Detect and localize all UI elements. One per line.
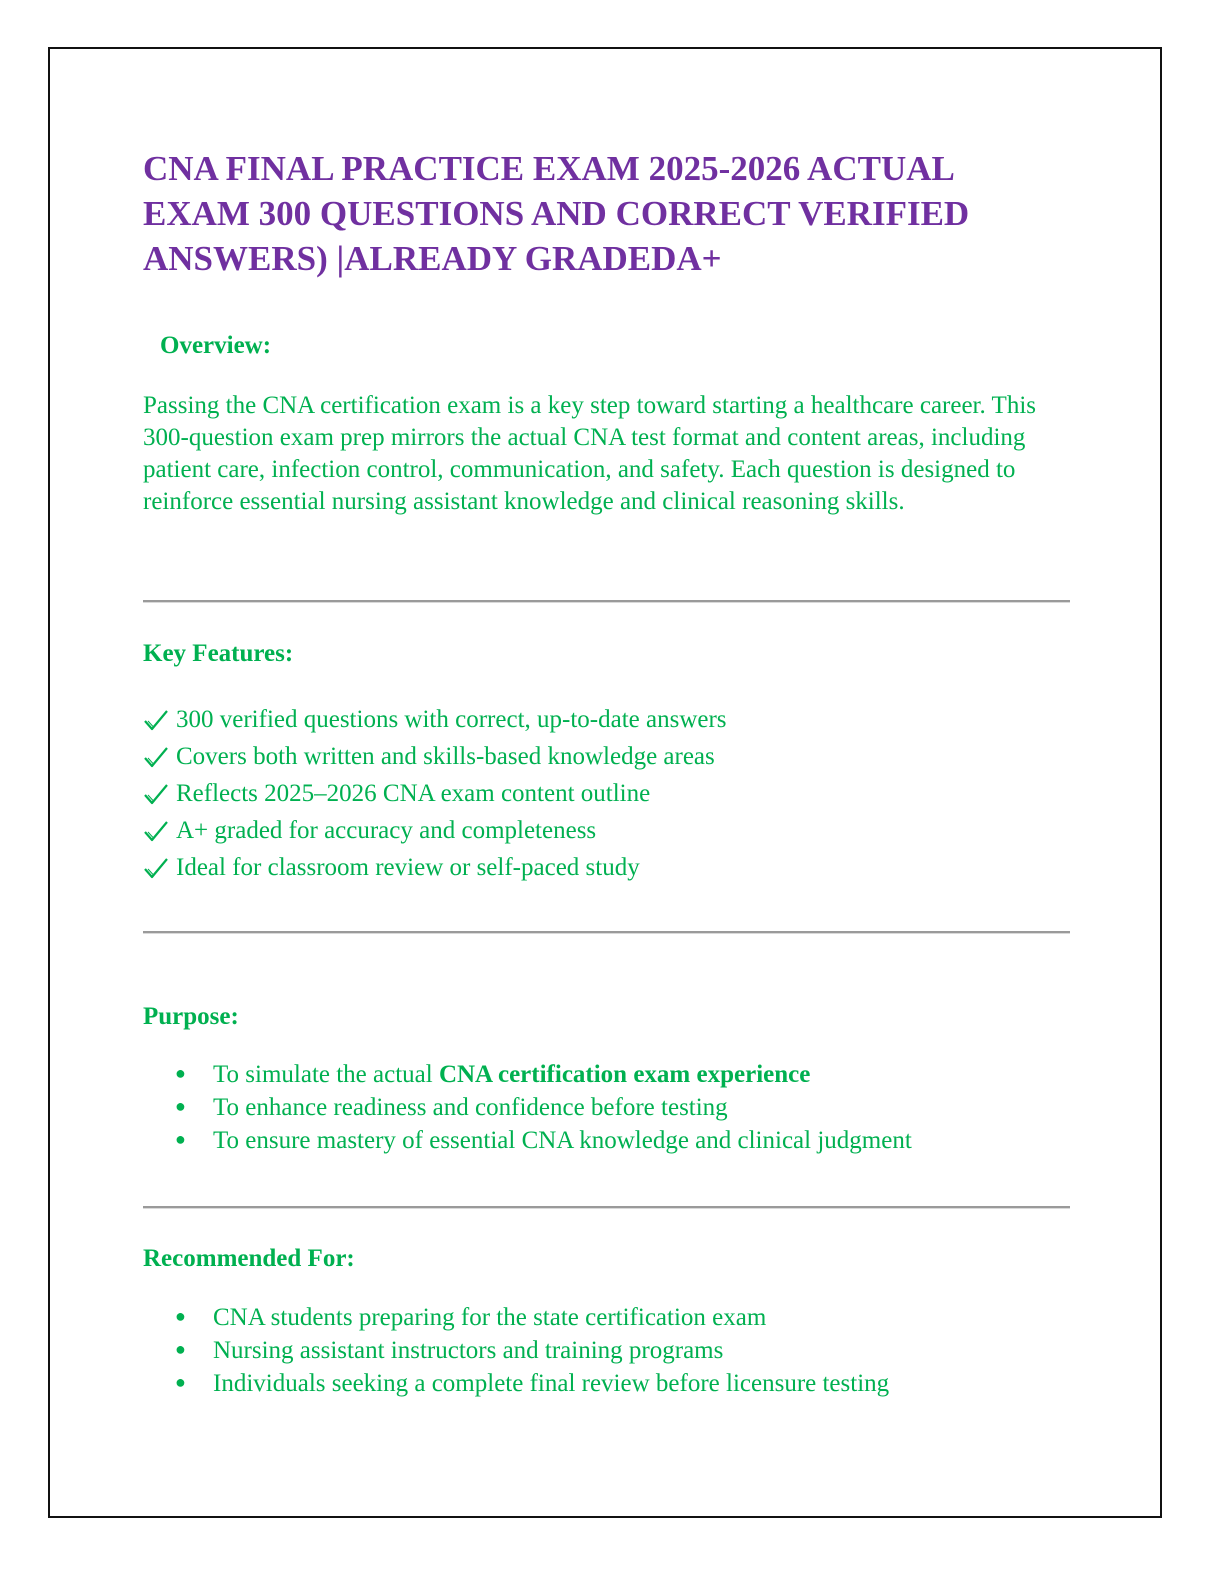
bullet-dot-icon: ● [175,1339,186,1359]
feature-text: Covers both written and skills-based knowledge areas [176,743,715,770]
section-divider [143,600,1070,603]
purpose-item-text: To enhance readiness and confidence before testing [213,1094,728,1121]
purpose-heading: Purpose: [143,1003,239,1030]
list-item [175,1302,889,1335]
list-item [175,1125,912,1158]
check-icon [143,708,169,732]
purpose-item-text: To ensure mastery of essential CNA knowledge and clinical judgment [213,1127,912,1154]
feature-text: 300 verified questions with correct, up-to-date answers [176,706,727,733]
recommended-for-heading: Recommended For: [143,1245,355,1272]
list-item [175,1092,912,1125]
document-title: CNA FINAL PRACTICE EXAM 2025-2026 ACTUAL EXAM 300 QUESTIONS AND CORRECT VERIFIED ANSWERS) |ALREADY GRADEDA+ [143,149,970,278]
feature-text: Reflects 2025–2026 CNA exam content outline [176,780,651,807]
purpose-item-emphasis: CNA certification exam experience [438,1061,811,1088]
list-item [175,1059,912,1092]
check-icon [143,856,169,880]
check-icon [143,819,169,843]
recommended-item-text: CNA students preparing for the state certification exam [213,1304,767,1331]
recommended-item-text: Individuals seeking a complete final review before licensure testing [213,1370,890,1397]
feature-item [143,701,727,738]
feature-item [143,738,727,775]
section-divider [143,1206,1070,1209]
bullet-dot-icon: ● [175,1063,186,1083]
recommended-for-list [175,1302,889,1401]
purpose-item-prefix: To simulate the actual [213,1061,439,1088]
check-icon [143,782,169,806]
check-icon [143,745,169,769]
section-divider [143,931,1070,934]
feature-item [143,775,727,812]
bullet-dot-icon: ● [175,1096,186,1116]
bullet-dot-icon: ● [175,1372,186,1392]
bullet-dot-icon: ● [175,1129,186,1149]
list-item [175,1335,889,1368]
recommended-item-text: Nursing assistant instructors and training programs [213,1337,724,1364]
feature-item [143,849,727,886]
list-item [175,1368,889,1401]
overview-paragraph: Passing the CNA certification exam is a key step toward starting a healthcare career. This 300-question exam prep mirrors the actual CNA test format and content areas, including patient care, infection control, communication, and safety. Each question is designed to reinforce essential nursing assistant knowledge and clinical reasoning skills. [143,392,1036,515]
purpose-item-text [213,1059,810,1091]
key-features-list [143,701,727,886]
feature-item [143,812,727,849]
bullet-dot-icon: ● [175,1306,186,1326]
overview-heading: Overview: [160,332,272,359]
feature-text: Ideal for classroom review or self-paced study [176,854,640,881]
key-features-heading: Key Features: [143,640,294,667]
feature-text: A+ graded for accuracy and completeness [176,817,597,844]
purpose-list [175,1059,912,1158]
